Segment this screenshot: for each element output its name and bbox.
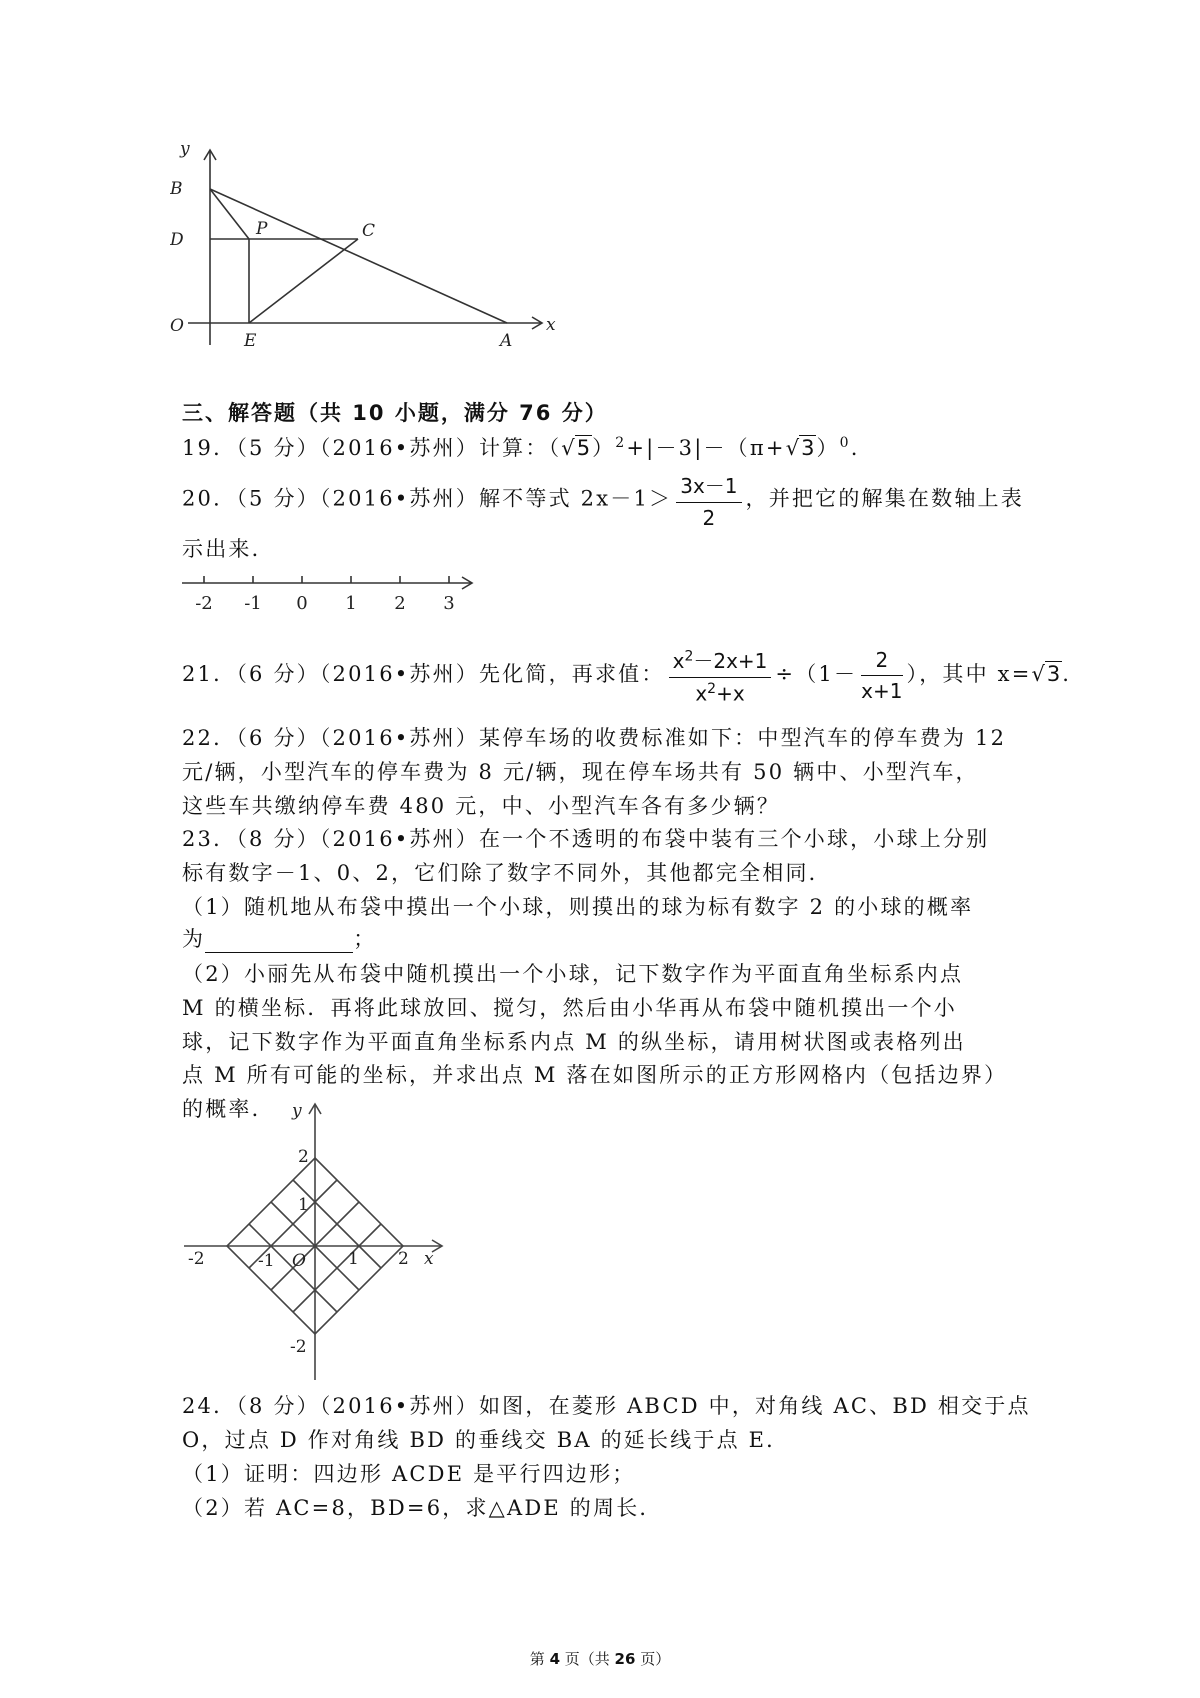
label-origin: O: [292, 1251, 306, 1271]
question-23-part2-line3: 球，记下数字作为平面直角坐标系内点 M 的纵坐标，请用树状图或表格列出: [182, 1030, 966, 1054]
question-20-line2: 示出来．: [182, 537, 275, 561]
q20-head: 20．（5 分）（2016•苏州）解不等式 2x－1＞: [182, 486, 673, 511]
question-23-part2-line2: M 的横坐标．再将此球放回、搅匀，然后由小华再从布袋中随机摸出一个小: [182, 996, 957, 1020]
q23-p1-prefix: 为: [182, 927, 206, 951]
number-line: [180, 566, 480, 616]
label-y-1: 1: [298, 1195, 309, 1215]
question-21: [182, 645, 1071, 706]
q19-end: .: [850, 436, 860, 460]
tick-label: -1: [244, 593, 262, 614]
q21-frac1-num: [669, 645, 772, 678]
label-O: O: [170, 316, 184, 336]
q19-radicand2: 3: [801, 436, 815, 460]
q21-fraction-1: [669, 645, 772, 706]
page-number: 4: [549, 1650, 560, 1668]
q19-exponent-2: 2: [615, 435, 627, 451]
label-x-neg2: -2: [188, 1249, 205, 1269]
label-y-neg2: -2: [290, 1337, 307, 1357]
question-24-line1: 24．（8 分）（2016•苏州）如图，在菱形 ABCD 中，对角线 AC、BD 相交于点: [182, 1394, 1031, 1418]
q21-tail: ），其中 x=: [906, 661, 1032, 686]
label-x: x: [424, 1249, 434, 1269]
q20-frac-num: 3x－1: [676, 470, 741, 503]
q21-head: 21．（6 分）（2016•苏州）先化简，再求值：: [182, 661, 665, 686]
label-y: y: [180, 140, 190, 159]
question-24-part1: （1）证明：四边形 ACDE 是平行四边形；: [182, 1462, 636, 1486]
label-B: B: [170, 179, 183, 199]
label-x-1: 1: [348, 1249, 359, 1269]
question-22-line3: 这些车共缴纳停车费 480 元，中、小型汽车各有多少辆？: [182, 794, 781, 818]
q23-p1-suffix: ；: [353, 927, 377, 951]
q21-frac2-den: x+1: [861, 678, 903, 703]
q21-frac1-num-x: x: [672, 649, 685, 673]
question-23-line2: 标有数字－1、0、2，它们除了数字不同外，其他都完全相同．: [182, 861, 832, 885]
question-23-line1: 23．（8 分）（2016•苏州）在一个不透明的布袋中装有三个小球，小球上分别: [182, 827, 990, 851]
q21-frac1-den-x: x: [695, 681, 708, 706]
q21-end: .: [1062, 661, 1072, 686]
tick-label: 1: [345, 593, 357, 614]
q20-frac-den: 2: [702, 506, 716, 530]
question-23-part2-line1: （2）小丽先从布袋中随机摸出一个小球，记下数字作为平面直角坐标系内点: [182, 962, 964, 986]
question-22-line2: 元/辆，小型汽车的停车费为 8 元/辆，现在停车场共有 50 辆中、小型汽车，: [182, 760, 979, 784]
label-x-2: 2: [398, 1249, 409, 1269]
label-C: C: [362, 221, 376, 241]
question-23-part1-line2: [182, 923, 376, 953]
q19-mid: ）: [592, 436, 616, 460]
label-E: E: [244, 331, 257, 351]
tick-label: 0: [296, 593, 308, 614]
segment-BA: [210, 189, 507, 323]
question-24-line2: O，过点 D 作对角线 BD 的垂线交 BA 的延长线于点 E．: [182, 1428, 790, 1452]
question-22-line1: 22．（6 分）（2016•苏州）某停车场的收费标准如下：中型汽车的停车费为 12: [182, 726, 1007, 750]
q19-close: ）: [816, 436, 840, 460]
question-20: [182, 470, 1024, 530]
page-total: 26: [614, 1650, 636, 1668]
q19-radicand: 5: [576, 436, 591, 460]
footer-prefix: 第: [529, 1650, 550, 1668]
segment-BP: [210, 189, 249, 239]
label-x: x: [546, 315, 556, 335]
question-23-part2-line5: 的概率．: [182, 1097, 275, 1121]
q21-frac1-den: [669, 678, 772, 706]
figure-q23-diamond-grid: [180, 1098, 450, 1383]
q21-frac1-den-sup: 2: [707, 681, 717, 697]
tick-label: 3: [443, 593, 455, 614]
question-23-part2-line4: 点 M 所有可能的坐标，并求出点 M 落在如图所示的正方形网格内（包括边界）: [182, 1063, 1008, 1087]
q19-exponent-0: 0: [839, 435, 851, 451]
q21-fraction-2: [861, 648, 902, 703]
q21-frac2-num: 2: [861, 648, 902, 676]
tick-label: -2: [195, 593, 213, 614]
q21-frac1-num-sup: 2: [684, 648, 694, 665]
q21-frac1-den-rest: +x: [716, 681, 745, 706]
segment-EC: [249, 239, 358, 323]
page-footer: [0, 1648, 1200, 1669]
label-y: y: [292, 1101, 302, 1121]
sqrt-3: √3: [785, 436, 815, 460]
q19-tail: +|－3|－（π+: [626, 436, 786, 460]
q21-frac1-num-rest: －2x+1: [693, 649, 768, 673]
q20-tail: ，并把它的解集在数轴上表: [745, 486, 1024, 511]
q19-head: 19．（5 分）（2016•苏州）计算：（: [182, 436, 562, 460]
answer-blank[interactable]: [205, 932, 353, 953]
sqrt-3: √3: [1031, 661, 1061, 686]
q21-radicand: 3: [1046, 661, 1061, 686]
question-19: [182, 432, 860, 462]
tick-label: 2: [394, 593, 406, 614]
footer-suffix: 页）: [635, 1650, 671, 1668]
label-P: P: [256, 219, 268, 239]
label-D: D: [170, 230, 184, 250]
footer-middle: 页（共: [560, 1650, 615, 1668]
q20-fraction: [676, 470, 741, 530]
q21-mid: ÷（1－: [775, 661, 858, 686]
label-x-neg1: -1: [258, 1251, 275, 1271]
question-23-part1-line1: （1）随机地从布袋中摸出一个小球，则摸出的球为标有数字 2 的小球的概率: [182, 895, 974, 919]
section-title: 三、解答题（共 10 小题，满分 76 分）: [182, 401, 608, 425]
question-24-part2: （2）若 AC=8，BD=6，求△ADE 的周长．: [182, 1496, 663, 1520]
figure-q18-coordinate-diagram: [170, 140, 570, 355]
sqrt-5: √5: [561, 436, 591, 460]
label-y-2: 2: [298, 1147, 309, 1167]
label-A: A: [500, 331, 513, 351]
